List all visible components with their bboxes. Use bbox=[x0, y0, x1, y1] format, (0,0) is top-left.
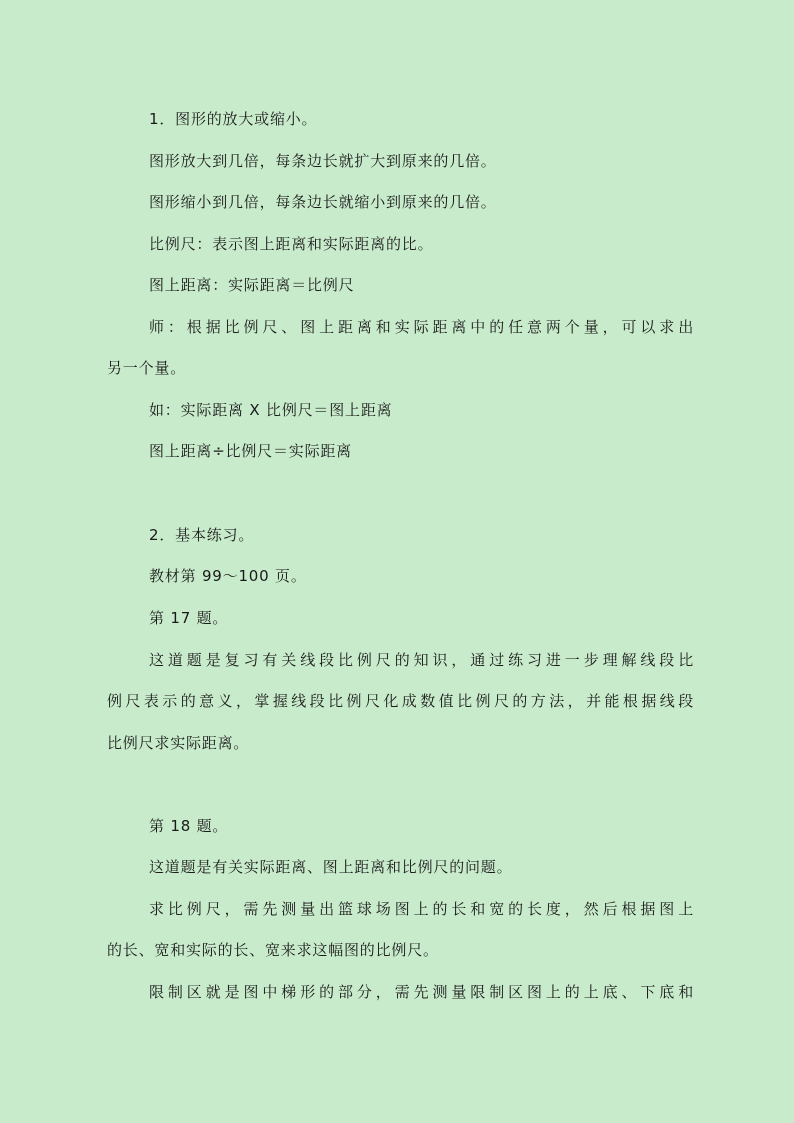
formula-line: 图上距离÷比例尺＝实际距离 bbox=[149, 442, 352, 460]
paragraph-line: 求比例尺，需先测量出篮球场图上的长和宽的长度，然后根据图上 bbox=[149, 900, 694, 918]
paragraph-line: 第 18 题。 bbox=[149, 817, 229, 835]
paragraph-line: 限制区就是图中梯形的部分，需先测量限制区图上的上底、下底和 bbox=[149, 983, 694, 1001]
paragraph-line: 这道题是有关实际距离、图上距离和比例尺的问题。 bbox=[149, 858, 513, 876]
paragraph-line: 的长、宽和实际的长、宽来求这幅图的比例尺。 bbox=[107, 941, 439, 959]
paragraph-line: 比例尺：表示图上距离和实际距离的比。 bbox=[149, 235, 434, 253]
paragraph-line: 这道题是复习有关线段比例尺的知识，通过练习进一步理解线段比 bbox=[149, 651, 694, 669]
paragraph-line: 例尺表示的意义，掌握线段比例尺化成数值比例尺的方法，并能根据线段 bbox=[107, 692, 694, 710]
paragraph-line: 第 17 题。 bbox=[149, 609, 229, 627]
paragraph-line: 比例尺求实际距离。 bbox=[107, 734, 250, 752]
formula-line: 如：实际距离 X 比例尺＝图上距离 bbox=[149, 401, 393, 419]
section-heading-2: 2．基本练习。 bbox=[149, 526, 255, 544]
paragraph-line: 另一个量。 bbox=[107, 359, 187, 377]
paragraph-line: 图形缩小到几倍，每条边长就缩小到原来的几倍。 bbox=[149, 193, 497, 211]
paragraph-line: 教材第 99～100 页。 bbox=[149, 567, 307, 585]
formula-line: 图上距离：实际距离＝比例尺 bbox=[149, 276, 355, 294]
section-heading-1: 1．图形的放大或缩小。 bbox=[149, 110, 318, 128]
paragraph-line: 图形放大到几倍，每条边长就扩大到原来的几倍。 bbox=[149, 152, 497, 170]
paragraph-line: 师：根据比例尺、图上距离和实际距离中的任意两个量，可以求出 bbox=[149, 318, 694, 336]
